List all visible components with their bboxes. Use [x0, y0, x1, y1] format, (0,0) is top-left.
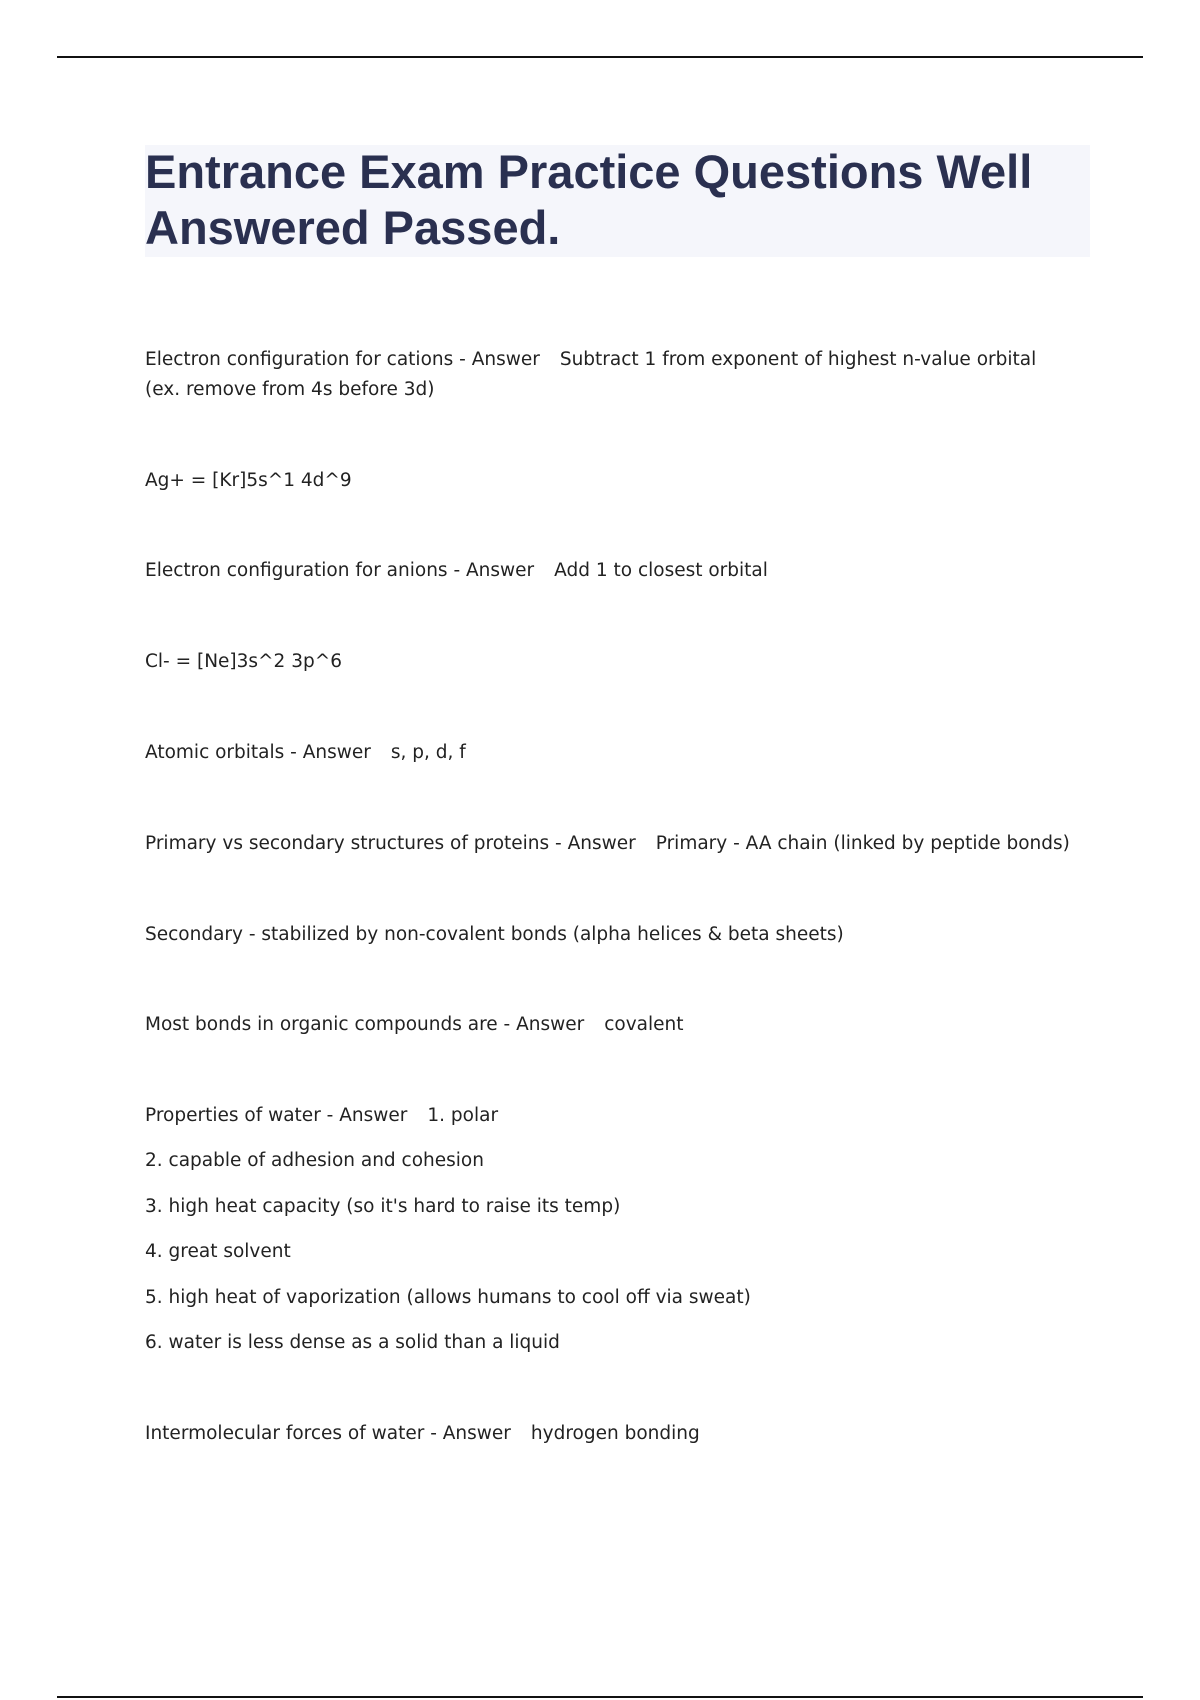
answer-text: Subtract 1 from exponent of highest n-value orbital (ex. remove from 4s before 3d): [145, 349, 1037, 400]
qa-organic-bonds: [145, 1010, 1065, 1040]
note-cl: Cl- = [Ne]3s^2 3p^6: [145, 651, 342, 672]
qa-cations: [145, 345, 1065, 405]
note-ag: Ag+ = [Kr]5s^1 4d^9: [145, 470, 352, 491]
answer-text: Primary - AA chain (linked by peptide bonds): [655, 833, 1070, 854]
qa-intermolecular-forces: [145, 1419, 1065, 1449]
bottom-rule: [57, 1696, 1143, 1698]
qa-protein-structures: [145, 829, 1070, 859]
note-secondary: Secondary - stabilized by non-covalent bonds (alpha helices & beta sheets): [145, 924, 844, 945]
answer-text: hydrogen bonding: [530, 1423, 700, 1444]
question-text: Atomic orbitals - Answer: [145, 742, 371, 763]
answer-text: 1. polar: [427, 1105, 499, 1126]
list-item: 5. high heat of vaporization (allows humans to cool off via sweat): [145, 1287, 751, 1308]
question-text: Primary vs secondary structures of proteins - Answer: [145, 833, 636, 854]
question-text: Most bonds in organic compounds are - Answer: [145, 1014, 585, 1035]
question-text: Electron configuration for cations - Answer: [145, 349, 540, 370]
answer-text: s, p, d, f: [390, 742, 466, 763]
qa-anions: [145, 556, 1065, 586]
qa-atomic-orbitals: [145, 738, 1065, 768]
list-item: 6. water is less dense as a solid than a liquid: [145, 1332, 560, 1353]
answer-text: Add 1 to closest orbital: [554, 560, 768, 581]
page-title: Entrance Exam Practice Questions Well Answered Passed.: [145, 145, 1033, 254]
question-text: Electron configuration for anions - Answer: [145, 560, 535, 581]
list-item: 3. high heat capacity (so it's hard to raise its temp): [145, 1196, 621, 1217]
top-rule: [57, 56, 1143, 58]
qa-water-properties: [145, 1101, 1065, 1131]
answer-text: covalent: [604, 1014, 684, 1035]
question-text: Properties of water - Answer: [145, 1105, 408, 1126]
question-text: Intermolecular forces of water - Answer: [145, 1423, 511, 1444]
list-item: 4. great solvent: [145, 1241, 291, 1262]
list-item: 2. capable of adhesion and cohesion: [145, 1150, 484, 1171]
